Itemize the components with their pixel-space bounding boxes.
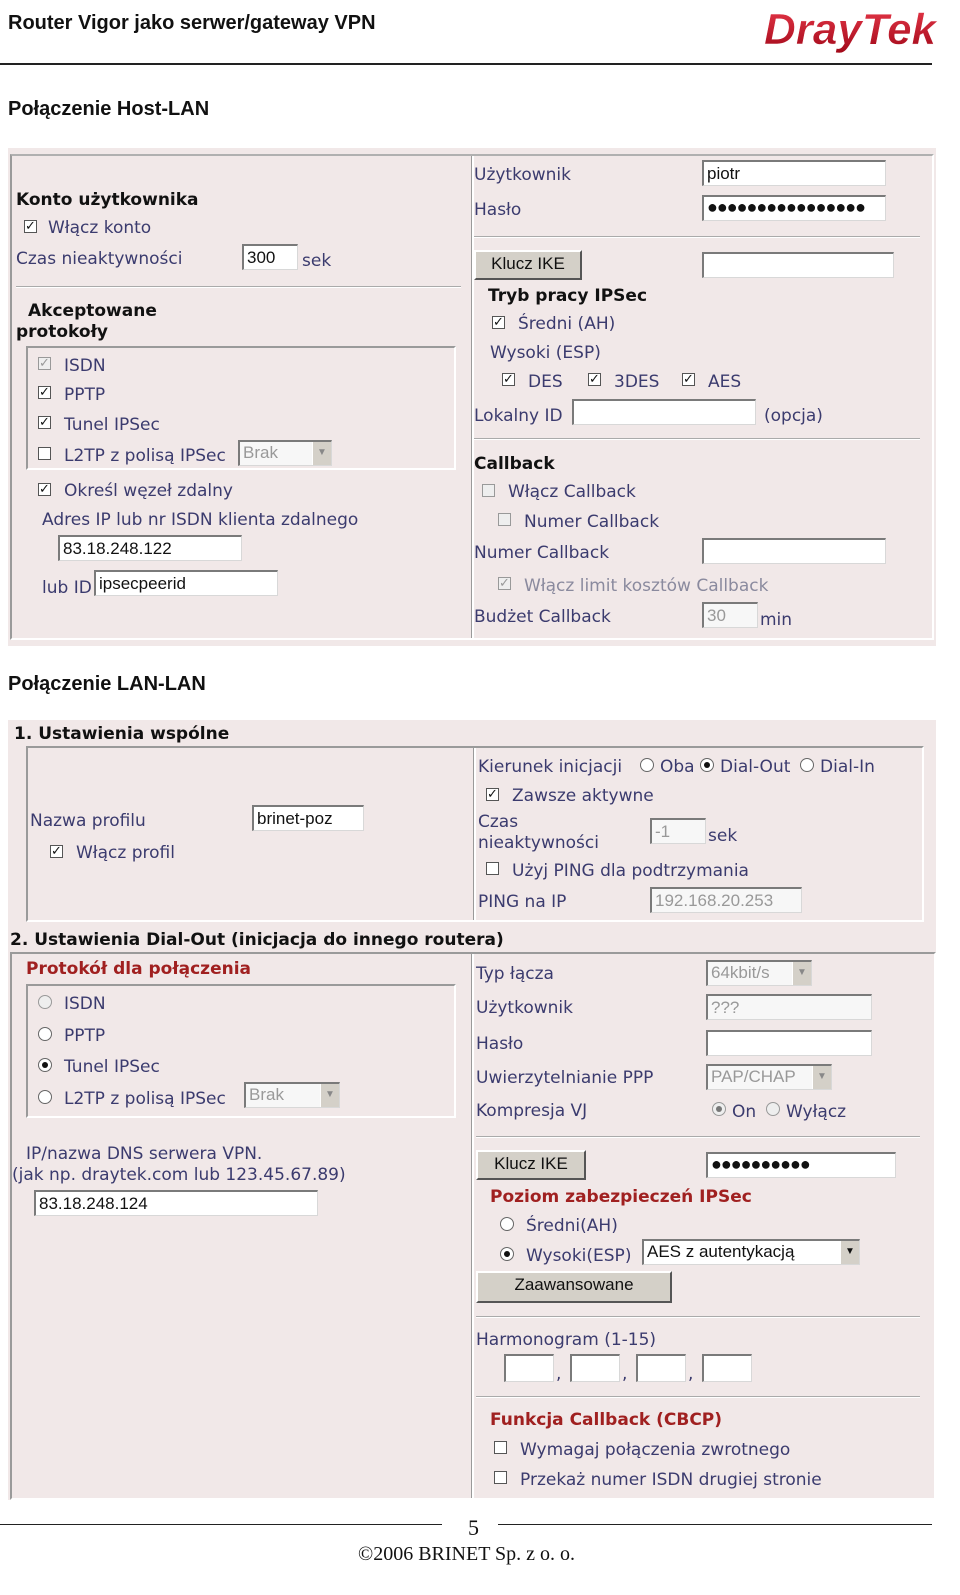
chevron-down-icon: ▼ [320,1084,339,1107]
l2tp-checkbox[interactable] [38,447,51,460]
l2tp-policy-value: Brak [243,443,278,462]
vpn-label-1: IP/nazwa DNS serwera VPN. [26,1144,263,1164]
protokol-isdn-label: ISDN [64,994,106,1014]
protokol-ipsec-radio[interactable] [38,1058,52,1072]
uzytkownik-input[interactable]: piotr [702,160,886,186]
limit-kosztow-label: Włącz limit kosztów Callback [524,576,769,596]
haslo-label: Hasło [474,200,522,220]
przekaz-label: Przekaż numer ISDN drugiej stronie [520,1470,822,1490]
header-rule [0,63,932,65]
protokol-l2tp-radio[interactable] [38,1090,52,1104]
numer-callback-input[interactable] [702,538,886,564]
page-number: 5 [468,1515,479,1540]
dialout-haslo-label: Hasło [476,1034,524,1054]
uwierz-select[interactable] [706,1064,832,1090]
protokol-ipsec-label: Tunel IPSec [64,1057,160,1077]
protokoly-heading-1: Akceptowane [28,301,157,321]
kompresja-label: Kompresja VJ [476,1101,588,1121]
klucz-ike-input[interactable] [702,252,894,278]
isdn-label: ISDN [64,356,106,376]
wlacz-konto-label: Włącz konto [48,218,152,238]
czas-nieaktywnosci-label: Czas nieaktywności [16,249,183,269]
kompresja-wylacz-radio[interactable] [766,1102,780,1116]
protokol-isdn-radio[interactable] [38,995,52,1009]
poziom-wysoki-value: AES z autentykacją [647,1242,795,1261]
column-divider [471,954,474,1498]
3des-label: 3DES [614,372,660,392]
ipsec-label: Tunel IPSec [64,415,160,435]
wlacz-konto-checkbox[interactable]: ✓ [25,219,36,234]
lan-lan-panel [8,720,936,1500]
czas-unit: sek [708,826,738,846]
poziom-wysoki-label: Wysoki(ESP) [526,1246,632,1266]
comma: , [688,1364,694,1384]
kierunek-oba-radio[interactable] [640,758,654,772]
pptp-checkbox[interactable]: ✓ [39,385,50,400]
chevron-down-icon: ▼ [812,1066,831,1089]
numer-callback-checkbox[interactable] [498,513,511,526]
typ-lacza-value: 64kbit/s [711,963,770,982]
harmonogram-input-4[interactable] [702,1354,752,1382]
harmonogram-input-1[interactable] [504,1354,554,1382]
poziom-wysoki-radio[interactable] [500,1247,514,1261]
kierunek-oba-label: Oba [660,757,695,777]
nazwa-profilu-label: Nazwa profilu [30,811,146,831]
budzet-unit: min [760,610,793,630]
zaawansowane-button[interactable]: Zaawansowane [476,1271,672,1303]
chevron-down-icon: ▼ [840,1241,859,1264]
wysoki-esp-label: Wysoki (ESP) [490,343,601,363]
comma: , [556,1364,562,1384]
separator [474,236,920,238]
chevron-down-icon: ▼ [792,962,811,985]
pptp-label: PPTP [64,385,106,405]
ipsec-checkbox[interactable]: ✓ [39,415,50,430]
lokalny-id-label: Lokalny ID [474,406,563,426]
svg-text:DrayTek: DrayTek [764,5,937,54]
haslo-input[interactable]: ●●●●●●●●●●●●●●●● [702,195,886,221]
protokol-l2tp-value: Brak [249,1085,284,1104]
des-label: DES [528,372,563,392]
kierunek-dial-in-label: Dial-In [820,757,875,777]
typ-lacza-label: Typ łącza [476,964,554,984]
konto-heading: Konto użytkownika [16,190,199,210]
protokol-pptp-radio[interactable] [38,1027,52,1041]
vpn-label-2: (jak np. draytek.com lub 123.45.67.89) [12,1165,346,1185]
ping-ip-input[interactable]: 192.168.20.253 [650,887,802,913]
czas-nieaktywnosci-input[interactable]: 300 [242,244,298,270]
klucz-ike-button[interactable]: Klucz IKE [474,250,582,280]
dialout-haslo-input[interactable] [706,1030,872,1056]
column-divider [473,748,476,920]
adres-input[interactable]: 83.18.248.122 [58,535,242,561]
kierunek-label: Kierunek inicjacji [478,757,623,777]
aes-checkbox[interactable]: ✓ [683,372,694,387]
czas-input[interactable]: -1 [650,818,706,844]
czas-unit: sek [302,251,332,271]
czas-label-1: Czas [478,812,519,832]
kompresja-on-radio[interactable] [712,1102,726,1116]
harmonogram-input-3[interactable] [636,1354,686,1382]
protokoly-heading-2: protokoły [16,322,108,342]
copyright: ©2006 BRINET Sp. z o. o. [358,1543,576,1565]
limit-kosztow-checkbox[interactable]: ✓ [499,576,510,591]
sredni-ah-label: Średni (AH) [518,314,616,334]
peer-id-input[interactable]: ipsecpeerid [94,570,278,596]
vpn-server-input[interactable]: 83.18.248.124 [34,1190,318,1216]
dialout-klucz-ike-input[interactable]: ●●●●●●●●●● [706,1152,896,1178]
kompresja-on-label: On [732,1102,757,1122]
uzytkownik-label: Użytkownik [474,165,571,185]
isdn-checkbox[interactable]: ✓ [39,356,50,371]
ping-checkbox[interactable] [486,862,499,875]
ping-ip-label: PING na IP [478,892,567,912]
tryb-ipsec-heading: Tryb pracy IPSec [488,286,648,306]
separator [476,1316,920,1318]
cbcp-heading: Funkcja Callback (CBCP) [490,1410,723,1430]
protokol-l2tp-select[interactable] [244,1082,340,1108]
callback-heading: Callback [474,454,555,474]
numer-callback-check-label: Numer Callback [524,512,660,532]
separator [476,1396,920,1398]
numer-callback-label: Numer Callback [474,543,610,563]
typ-lacza-select[interactable] [706,960,812,986]
uwierz-label: Uwierzytelnianie PPP [476,1068,654,1088]
aes-label: AES [708,372,742,392]
column-divider [471,156,474,638]
przekaz-checkbox[interactable] [494,1471,507,1484]
kompresja-wylacz-label: Wyłącz [786,1102,847,1122]
opcja-label: (opcja) [764,406,823,426]
poziom-sredni-label: Średni(AH) [526,1216,618,1236]
sredni-ah-checkbox[interactable]: ✓ [493,315,504,330]
poziom-sredni-radio[interactable] [500,1217,514,1231]
poziom-heading: Poziom zabezpieczeń IPSec [490,1187,752,1207]
budzet-label: Budżet Callback [474,607,611,627]
okresl-wezel-label: Określ węzeł zdalny [64,481,233,501]
lokalny-id-input[interactable] [572,399,756,425]
adres-label: Adres IP lub nr ISDN klienta zdalnego [42,510,359,530]
footer-rule-left [0,1524,442,1525]
comma: , [622,1364,628,1384]
separator [474,438,920,440]
host-lan-panel [8,148,936,646]
harmonogram-input-2[interactable] [570,1354,620,1382]
section-title-lan-lan: Połączenie LAN-LAN [8,673,206,695]
separator [16,286,461,288]
wlacz-profil-label: Włącz profil [76,843,175,863]
l2tp-policy-select[interactable] [238,440,332,466]
wlacz-callback-label: Włącz Callback [508,482,636,502]
dial-out-heading: 2. Ustawienia Dial-Out (inicjacja do innego routera) [10,930,504,950]
wlacz-callback-checkbox[interactable] [482,484,495,497]
zawsze-aktywne-label: Zawsze aktywne [512,786,654,806]
section-title-host-lan: Połączenie Host-LAN [8,98,210,120]
czas-label-2: nieaktywności [478,833,599,853]
separator [476,1136,920,1138]
nazwa-profilu-input[interactable]: brinet-poz [252,805,364,831]
document-title: Router Vigor jako serwer/gateway VPN [8,12,376,34]
zawsze-aktywne-checkbox[interactable]: ✓ [487,787,498,802]
kierunek-dial-in-radio[interactable] [800,758,814,772]
dialout-uzytkownik-input[interactable]: ??? [706,994,872,1020]
uwierz-value: PAP/CHAP [711,1067,796,1086]
dialout-uzytkownik-label: Użytkownik [476,998,573,1018]
poziom-wysoki-select[interactable] [642,1239,860,1265]
budzet-input[interactable]: 30 [702,602,758,628]
wlacz-profil-checkbox[interactable]: ✓ [51,844,62,859]
protokol-heading: Protokół dla połączenia [26,959,252,979]
ustawienia-wspolne-heading: 1. Ustawienia wspólne [14,724,230,744]
dialout-klucz-ike-button[interactable]: Klucz IKE [476,1150,586,1180]
des-checkbox[interactable]: ✓ [503,372,514,387]
kierunek-dial-out-radio[interactable] [700,758,714,772]
okresl-wezel-checkbox[interactable]: ✓ [39,482,50,497]
footer-rule-right [498,1524,932,1525]
draytek-logo [762,4,952,54]
lub-id-label: lub ID [42,578,92,598]
protokol-pptp-label: PPTP [64,1026,106,1046]
wymagaj-label: Wymagaj połączenia zwrotnego [520,1440,791,1460]
wymagaj-checkbox[interactable] [494,1441,507,1454]
protokol-l2tp-label: L2TP z polisą IPSec [64,1089,226,1109]
kierunek-dial-out-label: Dial-Out [720,757,791,777]
chevron-down-icon: ▼ [312,442,331,465]
3des-checkbox[interactable]: ✓ [589,372,600,387]
l2tp-label: L2TP z polisą IPSec [64,446,226,466]
ping-label: Użyj PING dla podtrzymania [512,861,749,881]
harmonogram-label: Harmonogram (1-15) [476,1330,657,1350]
